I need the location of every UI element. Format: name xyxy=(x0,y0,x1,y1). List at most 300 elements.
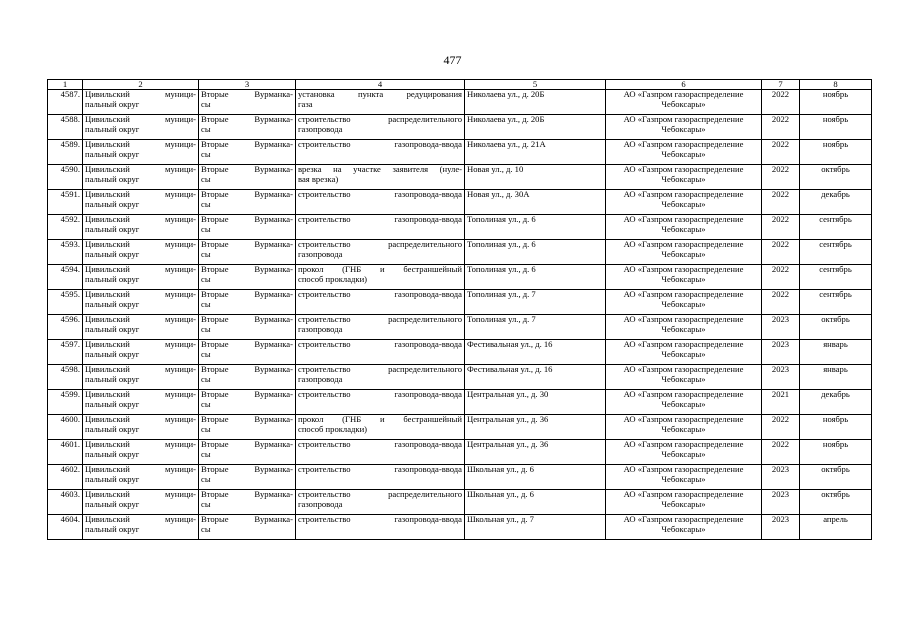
address-cell: Тополиная ул., д. 6 xyxy=(465,265,606,290)
page-number: 477 xyxy=(443,53,462,67)
row-number-cell: 4601. xyxy=(48,440,83,465)
row-number-cell: 4599. xyxy=(48,390,83,415)
settlement-cell xyxy=(199,165,296,190)
table-row xyxy=(48,115,872,140)
settlement-cell xyxy=(199,315,296,340)
cell-line: сы xyxy=(201,423,211,434)
cell-line: Чебоксары» xyxy=(661,473,706,484)
cell-line: сы xyxy=(201,273,211,284)
organization-cell xyxy=(606,165,762,190)
cell-line: Чебоксары» xyxy=(661,523,706,534)
table-row xyxy=(48,265,872,290)
column-header-7: 7 xyxy=(762,80,800,90)
cell-line: сы xyxy=(201,123,211,134)
table-row xyxy=(48,165,872,190)
cell-line: Цивильский муници- xyxy=(85,414,196,424)
cell-line: сы xyxy=(201,523,211,534)
cell-line: сы xyxy=(201,373,211,384)
cell-line: Цивильский муници- xyxy=(85,214,196,224)
month-cell: январь xyxy=(800,340,872,365)
cell-line: строительство распределительного xyxy=(298,114,462,124)
cell-line: АО «Газпром газораспределение xyxy=(623,164,744,174)
settlement-cell xyxy=(199,365,296,390)
year-cell: 2021 xyxy=(762,390,800,415)
month-cell: апрель xyxy=(800,515,872,540)
year-cell: 2022 xyxy=(762,115,800,140)
cell-line: Цивильский муници- xyxy=(85,464,196,474)
row-number-cell: 4592. xyxy=(48,215,83,240)
cell-line: Вторые Вурманка- xyxy=(201,314,293,324)
cell-line: АО «Газпром газораспределение xyxy=(623,464,744,474)
cell-line: пальный округ xyxy=(85,248,140,259)
cell-line: Вторые Вурманка- xyxy=(201,164,293,174)
column-header-8: 8 xyxy=(800,80,872,90)
table-row xyxy=(48,190,872,215)
work-type-cell xyxy=(296,315,465,340)
work-type-cell xyxy=(296,215,465,240)
address-cell: Николаева ул., д. 20Б xyxy=(465,115,606,140)
gasification-table xyxy=(47,79,872,540)
organization-cell xyxy=(606,90,762,115)
organization-cell xyxy=(606,240,762,265)
month-cell: ноябрь xyxy=(800,115,872,140)
year-cell: 2023 xyxy=(762,465,800,490)
year-cell: 2023 xyxy=(762,490,800,515)
cell-line: Вторые Вурманка- xyxy=(201,514,293,524)
work-type-cell xyxy=(296,440,465,465)
cell-line: газопровода xyxy=(298,123,343,134)
table-row xyxy=(48,240,872,265)
cell-line: строительство распределительного xyxy=(298,364,462,374)
address-cell: Тополиная ул., д. 7 xyxy=(465,315,606,340)
month-cell: ноябрь xyxy=(800,415,872,440)
cell-line: Чебоксары» xyxy=(661,348,706,359)
work-type-cell xyxy=(296,415,465,440)
cell-line: пальный округ xyxy=(85,523,140,534)
table-row xyxy=(48,315,872,340)
address-cell: Тополиная ул., д. 6 xyxy=(465,240,606,265)
year-cell: 2023 xyxy=(762,340,800,365)
settlement-cell xyxy=(199,440,296,465)
cell-line: АО «Газпром газораспределение xyxy=(623,414,744,424)
settlement-cell xyxy=(199,290,296,315)
settlement-cell xyxy=(199,490,296,515)
column-number-row xyxy=(48,80,872,90)
cell-line: АО «Газпром газораспределение xyxy=(623,439,744,449)
table-row xyxy=(48,440,872,465)
row-number-cell: 4602. xyxy=(48,465,83,490)
cell-line: Цивильский муници- xyxy=(85,139,196,149)
cell-line: строительство газопровода-ввода xyxy=(298,464,462,474)
year-cell: 2022 xyxy=(762,290,800,315)
row-number-cell: 4588. xyxy=(48,115,83,140)
cell-line: Вторые Вурманка- xyxy=(201,214,293,224)
address-cell: Николаева ул., д. 21А xyxy=(465,140,606,165)
cell-line: прокол (ГНБ и бестраншейный xyxy=(298,414,462,424)
cell-line: Вторые Вурманка- xyxy=(201,389,293,399)
work-type-cell xyxy=(296,490,465,515)
year-cell: 2023 xyxy=(762,315,800,340)
cell-line: Чебоксары» xyxy=(661,98,706,109)
cell-line: строительство распределительного xyxy=(298,489,462,499)
organization-cell xyxy=(606,390,762,415)
cell-line: сы xyxy=(201,223,211,234)
organization-cell xyxy=(606,215,762,240)
cell-line: Вторые Вурманка- xyxy=(201,339,293,349)
column-header-4: 4 xyxy=(296,80,465,90)
settlement-cell xyxy=(199,90,296,115)
cell-line: сы xyxy=(201,448,211,459)
cell-line: Цивильский муници- xyxy=(85,189,196,199)
district-cell xyxy=(83,115,199,140)
district-cell xyxy=(83,340,199,365)
cell-line: Цивильский муници- xyxy=(85,489,196,499)
district-cell xyxy=(83,165,199,190)
settlement-cell xyxy=(199,240,296,265)
cell-line: Цивильский муници- xyxy=(85,339,196,349)
cell-line: Чебоксары» xyxy=(661,273,706,284)
cell-line: строительство газопровода-ввода xyxy=(298,514,462,524)
cell-line: газопровода xyxy=(298,498,343,509)
cell-line: строительство распределительного xyxy=(298,314,462,324)
settlement-cell xyxy=(199,140,296,165)
cell-line: пальный округ xyxy=(85,198,140,209)
column-header-5: 5 xyxy=(465,80,606,90)
settlement-cell xyxy=(199,415,296,440)
cell-line: Чебоксары» xyxy=(661,323,706,334)
address-cell: Школьная ул., д. 6 xyxy=(465,490,606,515)
address-cell: Школьная ул., д. 7 xyxy=(465,515,606,540)
cell-line: строительство газопровода-ввода xyxy=(298,439,462,449)
row-number-cell: 4591. xyxy=(48,190,83,215)
cell-line: АО «Газпром газораспределение xyxy=(623,239,744,249)
cell-line: АО «Газпром газораспределение xyxy=(623,89,744,99)
table-row xyxy=(48,390,872,415)
cell-line: АО «Газпром газораспределение xyxy=(623,189,744,199)
district-cell xyxy=(83,365,199,390)
work-type-cell xyxy=(296,465,465,490)
month-cell: октябрь xyxy=(800,315,872,340)
table-row xyxy=(48,290,872,315)
cell-line: пальный округ xyxy=(85,323,140,334)
cell-line: пальный округ xyxy=(85,173,140,184)
address-cell: Центральная ул., д. 36 xyxy=(465,415,606,440)
year-cell: 2022 xyxy=(762,440,800,465)
cell-line: пальный округ xyxy=(85,473,140,484)
cell-line: сы xyxy=(201,398,211,409)
cell-line: пальный округ xyxy=(85,123,140,134)
organization-cell xyxy=(606,265,762,290)
cell-line: сы xyxy=(201,298,211,309)
address-cell: Фестивальная ул., д. 16 xyxy=(465,340,606,365)
cell-line: сы xyxy=(201,498,211,509)
cell-line: строительство газопровода-ввода xyxy=(298,389,462,399)
address-cell: Центральная ул., д. 36 xyxy=(465,440,606,465)
year-cell: 2023 xyxy=(762,365,800,390)
cell-line: строительство распределительного xyxy=(298,239,462,249)
cell-line: пальный округ xyxy=(85,223,140,234)
work-type-cell xyxy=(296,290,465,315)
district-cell xyxy=(83,315,199,340)
cell-line: Цивильский муници- xyxy=(85,314,196,324)
cell-line: АО «Газпром газораспределение xyxy=(623,389,744,399)
district-cell xyxy=(83,140,199,165)
district-cell xyxy=(83,490,199,515)
cell-line: Вторые Вурманка- xyxy=(201,364,293,374)
cell-line: установка пункта редуцирования xyxy=(298,89,462,99)
organization-cell xyxy=(606,315,762,340)
cell-line: Чебоксары» xyxy=(661,398,706,409)
cell-line: пальный округ xyxy=(85,373,140,384)
cell-line: сы xyxy=(201,473,211,484)
cell-line: сы xyxy=(201,248,211,259)
cell-line: сы xyxy=(201,173,211,184)
cell-line: Цивильский муници- xyxy=(85,89,196,99)
row-number-cell: 4598. xyxy=(48,365,83,390)
address-cell: Фестивальная ул., д. 16 xyxy=(465,365,606,390)
cell-line: АО «Газпром газораспределение xyxy=(623,114,744,124)
row-number-cell: 4590. xyxy=(48,165,83,190)
work-type-cell xyxy=(296,140,465,165)
cell-line: Цивильский муници- xyxy=(85,514,196,524)
month-cell: сентябрь xyxy=(800,240,872,265)
address-cell: Центральная ул., д. 30 xyxy=(465,390,606,415)
cell-line: вая врезка) xyxy=(298,173,339,184)
district-cell xyxy=(83,290,199,315)
cell-line: строительство газопровода-ввода xyxy=(298,214,462,224)
organization-cell xyxy=(606,465,762,490)
cell-line: пальный округ xyxy=(85,398,140,409)
month-cell: сентябрь xyxy=(800,290,872,315)
organization-cell xyxy=(606,140,762,165)
district-cell xyxy=(83,240,199,265)
cell-line: пальный округ xyxy=(85,448,140,459)
cell-line: способ прокладки) xyxy=(298,273,368,284)
cell-line: Цивильский муници- xyxy=(85,289,196,299)
settlement-cell xyxy=(199,390,296,415)
organization-cell xyxy=(606,115,762,140)
address-cell: Тополиная ул., д. 7 xyxy=(465,290,606,315)
year-cell: 2022 xyxy=(762,265,800,290)
cell-line: АО «Газпром газораспределение xyxy=(623,139,744,149)
district-cell xyxy=(83,265,199,290)
cell-line: Цивильский муници- xyxy=(85,439,196,449)
cell-line: Цивильский муници- xyxy=(85,264,196,274)
settlement-cell xyxy=(199,515,296,540)
settlement-cell xyxy=(199,265,296,290)
cell-line: строительство газопровода-ввода xyxy=(298,139,462,149)
year-cell: 2022 xyxy=(762,90,800,115)
cell-line: прокол (ГНБ и бестраншейный xyxy=(298,264,462,274)
cell-line: сы xyxy=(201,98,211,109)
cell-line: пальный округ xyxy=(85,423,140,434)
work-type-cell xyxy=(296,115,465,140)
cell-line: Вторые Вурманка- xyxy=(201,264,293,274)
cell-line: сы xyxy=(201,148,211,159)
cell-line: АО «Газпром газораспределение xyxy=(623,314,744,324)
district-cell xyxy=(83,190,199,215)
address-cell: Новая ул., д. 10 xyxy=(465,165,606,190)
cell-line: АО «Газпром газораспределение xyxy=(623,289,744,299)
cell-line: Чебоксары» xyxy=(661,373,706,384)
cell-line: Вторые Вурманка- xyxy=(201,414,293,424)
cell-line: Чебоксары» xyxy=(661,448,706,459)
year-cell: 2022 xyxy=(762,415,800,440)
cell-line: Вторые Вурманка- xyxy=(201,289,293,299)
cell-line: Цивильский муници- xyxy=(85,389,196,399)
month-cell: октябрь xyxy=(800,490,872,515)
month-cell: сентябрь xyxy=(800,215,872,240)
address-cell: Николаева ул., д. 20Б xyxy=(465,90,606,115)
cell-line: Цивильский муници- xyxy=(85,364,196,374)
year-cell: 2022 xyxy=(762,140,800,165)
organization-cell xyxy=(606,490,762,515)
row-number-cell: 4587. xyxy=(48,90,83,115)
cell-line: Цивильский муници- xyxy=(85,239,196,249)
district-cell xyxy=(83,215,199,240)
district-cell xyxy=(83,415,199,440)
organization-cell xyxy=(606,190,762,215)
cell-line: пальный округ xyxy=(85,498,140,509)
settlement-cell xyxy=(199,340,296,365)
table-row xyxy=(48,365,872,390)
cell-line: АО «Газпром газораспределение xyxy=(623,214,744,224)
work-type-cell xyxy=(296,265,465,290)
column-header-6: 6 xyxy=(606,80,762,90)
district-cell xyxy=(83,390,199,415)
cell-line: АО «Газпром газораспределение xyxy=(623,514,744,524)
cell-line: АО «Газпром газораспределение xyxy=(623,339,744,349)
cell-line: Чебоксары» xyxy=(661,298,706,309)
row-number-cell: 4604. xyxy=(48,515,83,540)
cell-line: АО «Газпром газораспределение xyxy=(623,264,744,274)
year-cell: 2022 xyxy=(762,240,800,265)
cell-line: строительство газопровода-ввода xyxy=(298,339,462,349)
row-number-cell: 4594. xyxy=(48,265,83,290)
year-cell: 2023 xyxy=(762,515,800,540)
cell-line: Чебоксары» xyxy=(661,148,706,159)
cell-line: пальный округ xyxy=(85,98,140,109)
work-type-cell xyxy=(296,365,465,390)
cell-line: Чебоксары» xyxy=(661,248,706,259)
column-header-3: 3 xyxy=(199,80,296,90)
cell-line: газопровода xyxy=(298,323,343,334)
work-type-cell xyxy=(296,515,465,540)
settlement-cell xyxy=(199,465,296,490)
cell-line: строительство газопровода-ввода xyxy=(298,289,462,299)
row-number-cell: 4597. xyxy=(48,340,83,365)
month-cell: октябрь xyxy=(800,465,872,490)
cell-line: Цивильский муници- xyxy=(85,114,196,124)
cell-line: Чебоксары» xyxy=(661,498,706,509)
cell-line: газопровода xyxy=(298,373,343,384)
month-cell: ноябрь xyxy=(800,440,872,465)
district-cell xyxy=(83,90,199,115)
organization-cell xyxy=(606,290,762,315)
row-number-cell: 4593. xyxy=(48,240,83,265)
cell-line: Вторые Вурманка- xyxy=(201,439,293,449)
table-row xyxy=(48,215,872,240)
district-cell xyxy=(83,440,199,465)
month-cell: декабрь xyxy=(800,190,872,215)
settlement-cell xyxy=(199,115,296,140)
address-cell: Новая ул., д. 30А xyxy=(465,190,606,215)
month-cell: ноябрь xyxy=(800,140,872,165)
address-cell: Школьная ул., д. 6 xyxy=(465,465,606,490)
table-row xyxy=(48,90,872,115)
cell-line: пальный округ xyxy=(85,273,140,284)
work-type-cell xyxy=(296,90,465,115)
cell-line: Вторые Вурманка- xyxy=(201,139,293,149)
cell-line: сы xyxy=(201,348,211,359)
work-type-cell xyxy=(296,340,465,365)
organization-cell xyxy=(606,340,762,365)
year-cell: 2022 xyxy=(762,190,800,215)
cell-line: Вторые Вурманка- xyxy=(201,464,293,474)
settlement-cell xyxy=(199,215,296,240)
cell-line: Вторые Вурманка- xyxy=(201,489,293,499)
table-row xyxy=(48,340,872,365)
month-cell: январь xyxy=(800,365,872,390)
cell-line: строительство газопровода-ввода xyxy=(298,189,462,199)
work-type-cell xyxy=(296,240,465,265)
organization-cell xyxy=(606,365,762,390)
settlement-cell xyxy=(199,190,296,215)
cell-line: врезка на участке заявителя (нуле- xyxy=(298,164,462,174)
cell-line: пальный округ xyxy=(85,148,140,159)
cell-line: АО «Газпром газораспределение xyxy=(623,489,744,499)
organization-cell xyxy=(606,440,762,465)
cell-line: Чебоксары» xyxy=(661,223,706,234)
cell-line: пальный округ xyxy=(85,298,140,309)
cell-line: Вторые Вурманка- xyxy=(201,89,293,99)
work-type-cell xyxy=(296,390,465,415)
cell-line: Чебоксары» xyxy=(661,423,706,434)
cell-line: АО «Газпром газораспределение xyxy=(623,364,744,374)
cell-line: Вторые Вурманка- xyxy=(201,189,293,199)
work-type-cell xyxy=(296,190,465,215)
table-row xyxy=(48,490,872,515)
row-number-cell: 4596. xyxy=(48,315,83,340)
column-header-1: 1 xyxy=(48,80,83,90)
cell-line: сы xyxy=(201,198,211,209)
year-cell: 2022 xyxy=(762,215,800,240)
cell-line: сы xyxy=(201,323,211,334)
row-number-cell: 4589. xyxy=(48,140,83,165)
month-cell: ноябрь xyxy=(800,90,872,115)
table-body xyxy=(48,90,872,540)
cell-line: Цивильский муници- xyxy=(85,164,196,174)
cell-line: Чебоксары» xyxy=(661,198,706,209)
table-row xyxy=(48,140,872,165)
work-type-cell xyxy=(296,165,465,190)
district-cell xyxy=(83,465,199,490)
month-cell: октябрь xyxy=(800,165,872,190)
cell-line: Вторые Вурманка- xyxy=(201,114,293,124)
row-number-cell: 4603. xyxy=(48,490,83,515)
table-row xyxy=(48,515,872,540)
cell-line: Вторые Вурманка- xyxy=(201,239,293,249)
cell-line: пальный округ xyxy=(85,348,140,359)
month-cell: декабрь xyxy=(800,390,872,415)
cell-line: Чебоксары» xyxy=(661,123,706,134)
column-header-2: 2 xyxy=(83,80,199,90)
address-cell: Тополиная ул., д. 6 xyxy=(465,215,606,240)
table-row xyxy=(48,415,872,440)
cell-line: Чебоксары» xyxy=(661,173,706,184)
cell-line: газа xyxy=(298,98,313,109)
cell-line: способ прокладки) xyxy=(298,423,368,434)
